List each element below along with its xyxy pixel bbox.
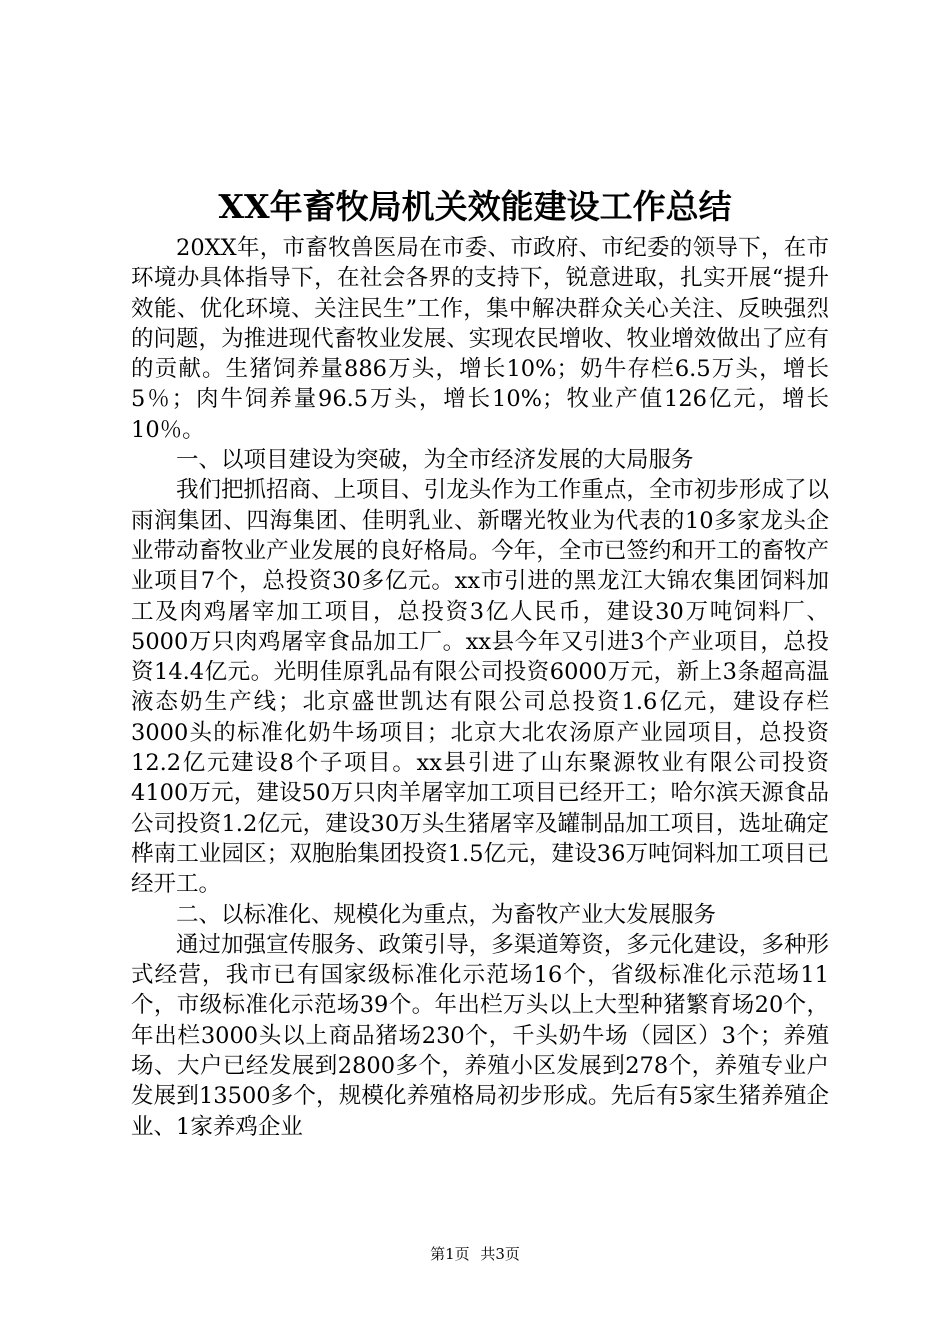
paragraph-standardization: 通过加强宣传服务、政策引导，多渠道筹资，多元化建设，多种形式经营，我市已有国家级标准化示范场16个，省级标准化示范场11个，市级标准化示范场39个。年出栏万头以上大型种猪繁育场20个，年出栏3000头以上商品猪场230个，千头奶牛场（园区）3个；养殖场、大户已经发展到2800多个，养殖小区发展到278个，养殖专业户发展到13500多个，规模化养殖格局初步形成。先后有5家生猪养殖企业、1家养鸡企业 bbox=[131, 931, 829, 1140]
section-heading-2: 二、以标准化、规模化为重点，为畜牧产业大发展服务 bbox=[176, 901, 717, 928]
document-body bbox=[131, 233, 829, 1142]
section-heading-1: 一、以项目建设为突破，为全市经济发展的大局服务 bbox=[176, 447, 694, 474]
document-title: XX年畜牧局机关效能建设工作总结 bbox=[218, 187, 732, 226]
page-number: 第1页 bbox=[430, 1245, 470, 1263]
paragraph-intro: 20XX年，市畜牧兽医局在市委、市政府、市纪委的领导下，在市环境办具体指导下，在社会各界的支持下，锐意进取，扎实开展“提升效能、优化环境、关注民生”工作，集中解决群众关心关注、反映强烈的问题，为推进现代畜牧业发展、实现农民增收、牧业增效做出了应有的贡献。生猪饲养量886万头，增长10%；奶牛存栏6.5万头，增长5％；肉牛饲养量96.5万头，增长10%；牧业产值126亿元，增长10％。 bbox=[131, 235, 829, 443]
page-footer bbox=[0, 1244, 950, 1264]
page-total: 共3页 bbox=[480, 1245, 520, 1263]
paragraph-projects: 我们把抓招商、上项目、引龙头作为工作重点，全市初步形成了以雨润集团、四海集团、佳明乳业、新曙光牧业为代表的10多家龙头企业带动畜牧业产业发展的良好格局。今年，全市已签约和开工的畜牧产业项目7个，总投资30多亿元。xx市引进的黑龙江大锦农集团饲料加工及肉鸡屠宰加工项目，总投资3亿人民币，建设30万吨饲料厂、5000万只肉鸡屠宰食品加工厂。xx县今年又引进3个产业项目，总投资14.4亿元。光明佳原乳品有限公司投资6000万元，新上3条超高温液态奶生产线；北京盛世凯达有限公司总投资1.6亿元，建设存栏3000头的标准化奶牛场项目；北京大北农汤原产业园项目，总投资12.2亿元建设8个子项目。xx县引进了山东聚源牧业有限公司投资4100万元，建设50万只肉羊屠宰加工项目已经开工；哈尔滨天源食品公司投资1.2亿元，建设30万头生猪屠宰及罐制品加工项目，选址确定桦南工业园区；双胞胎集团投资1.5亿元，建设36万吨饲料加工项目已经开工。 bbox=[131, 477, 829, 898]
